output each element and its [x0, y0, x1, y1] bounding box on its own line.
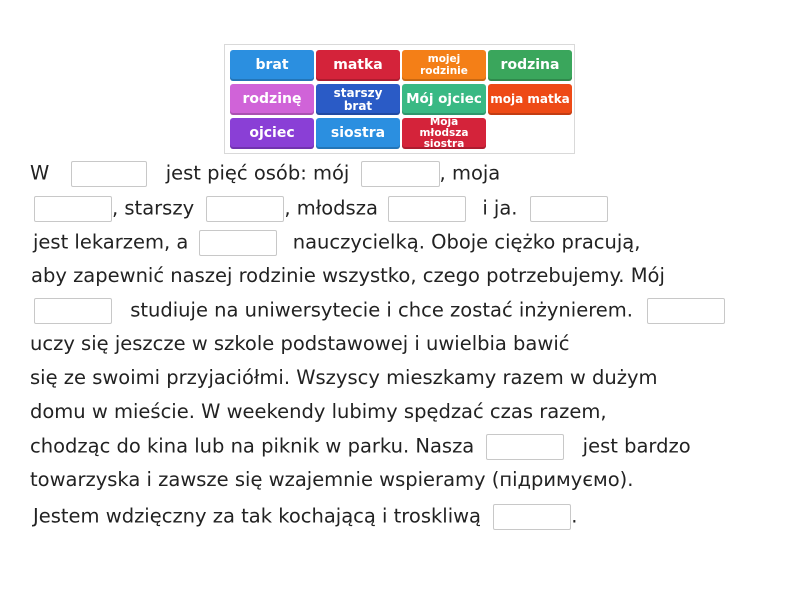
- tile-starszy-brat[interactable]: starszy brat: [316, 84, 400, 115]
- tile-rodzine[interactable]: rodzinę: [230, 84, 314, 115]
- passage-line: [33, 504, 577, 530]
- tile-matka[interactable]: matka: [316, 50, 400, 81]
- blank-7[interactable]: [199, 230, 277, 256]
- text-segment: jest bardzo: [582, 434, 691, 458]
- text-segment: W: [30, 161, 50, 185]
- tile-ojciec[interactable]: ojciec: [230, 118, 314, 149]
- tile-rodzina[interactable]: rodzina: [488, 50, 572, 81]
- tile-moja-mlodsza-siostra[interactable]: Moja młodsza siostra: [402, 118, 486, 149]
- blank-2[interactable]: [361, 161, 440, 187]
- text-segment: , moja: [439, 161, 501, 185]
- passage-line: [30, 161, 500, 187]
- tile-mojej-rodzinie[interactable]: mojej rodzinie: [402, 50, 486, 81]
- text-segment: .: [571, 504, 578, 528]
- blank-9[interactable]: [647, 298, 725, 324]
- passage-line: uczy się jeszcze w szkole podstawowej i uwielbia bawić: [30, 332, 570, 355]
- passage-line: aby zapewnić naszej rodzinie wszystko, czego potrzebujemy. Mój: [31, 264, 665, 287]
- text-segment: Jestem wdzięczny za tak kochającą i troskliwą: [33, 504, 482, 528]
- text-segment: i ja.: [482, 196, 518, 220]
- blank-11[interactable]: [493, 504, 571, 530]
- passage-line: [30, 434, 691, 460]
- blank-1[interactable]: [71, 161, 147, 187]
- blank-4[interactable]: [206, 196, 284, 222]
- passage-line: się ze swoimi przyjaciółmi. Wszyscy mieszkamy razem w dużym: [30, 366, 658, 389]
- passage-line: [33, 230, 640, 256]
- text-segment: nauczycielką. Oboje ciężko pracują,: [292, 230, 641, 254]
- tile-brat[interactable]: brat: [230, 50, 314, 81]
- text-segment: , młodsza: [284, 196, 378, 220]
- text-segment: jest pięć osób: mój: [165, 161, 350, 185]
- passage-line: domu w mieście. W weekendy lubimy spędzać czas razem,: [30, 400, 607, 423]
- tile-moja-matka[interactable]: moja matka: [488, 84, 572, 115]
- passage-line: towarzyska i zawsze się wzajemnie wspieramy (підримуємо).: [30, 468, 634, 491]
- text-segment: jest lekarzem, a: [33, 230, 189, 254]
- blank-3[interactable]: [34, 196, 112, 222]
- blank-8[interactable]: [34, 298, 112, 324]
- text-segment: chodząc do kina lub na piknik w parku. Nasza: [30, 434, 475, 458]
- text-segment: studiuje na uniwersytecie i chce zostać inżynierem.: [130, 298, 633, 322]
- blank-10[interactable]: [486, 434, 564, 460]
- blank-6[interactable]: [530, 196, 608, 222]
- passage-line: [34, 196, 608, 222]
- tile-moj-ojciec[interactable]: Mój ojciec: [402, 84, 486, 115]
- blank-5[interactable]: [388, 196, 466, 222]
- tile-siostra[interactable]: siostra: [316, 118, 400, 149]
- text-segment: , starszy: [112, 196, 195, 220]
- passage-line: [34, 298, 725, 324]
